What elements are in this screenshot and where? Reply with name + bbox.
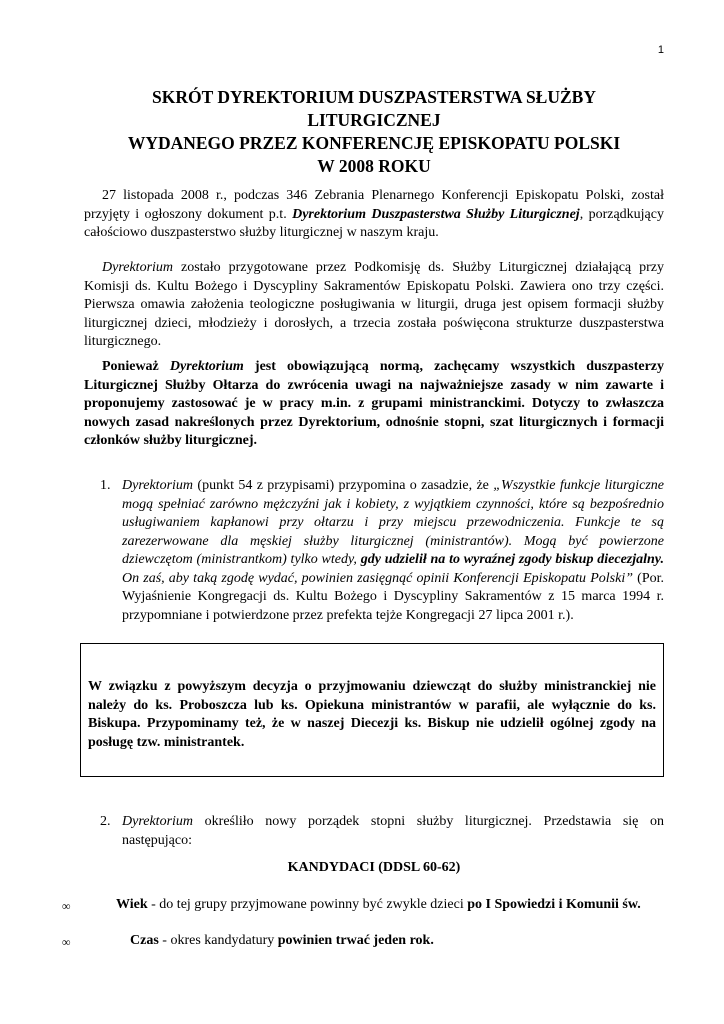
dyrektorium-term: Dyrektorium [169, 359, 244, 374]
dyrektorium-term: Dyrektorium [102, 260, 174, 275]
quotation: „Wszystkie funkcje liturgiczne mogą spełniać zarówno mężczyźni jak i kobiety, z wyjątkiem czynności, które są bezpośrednio usługiwaniem kapłanowi przy ołtarzu i przy miejscu przewodniczenia. Funkcje te są zarezerwowane dla męskiej służby liturgicznej (ministrantów). Mogą być powierzone dziewczętom (ministrantkom) tylko wtedy, [122, 478, 664, 567]
infinity-bullet-icon: ∞ [62, 935, 71, 949]
dyrektorium-term: Dyrektorium [122, 814, 194, 829]
title-line-3: WYDANEGO PRZEZ KONFERENCJĘ EPISKOPATU POLSKI [127, 133, 621, 153]
title-line-4: W 2008 ROKU [317, 156, 431, 176]
decision-box [80, 643, 664, 777]
bullet-label: Czas [130, 933, 159, 948]
paragraph-intro [84, 187, 664, 243]
dyrektorium-term: Dyrektorium [122, 478, 194, 493]
quotation-emphasis: gdy udzielił na to wyraźnej zgody biskup diecezjalny. [360, 552, 664, 567]
title-line-1: SKRÓT DYREKTORIUM DUSZPASTERSTWA SŁUŻBY [152, 87, 596, 107]
document-title [84, 86, 664, 178]
title-line-2: LITURGICZNEJ [307, 110, 441, 130]
section-heading: KANDYDACI (DDSL 60-62) [287, 860, 461, 875]
list-number: 2. [100, 814, 111, 829]
intro-text-end: , porządkujący całościowo duszpasterstwo służby liturgicznej w naszym kraju. [84, 206, 664, 240]
bullet-item-age [86, 896, 666, 915]
bullet-text: - do tej grupy przyjmowane powinny być zwykle dzieci [147, 897, 468, 912]
bullet-text: - okres kandydatury [158, 933, 278, 948]
structure-text: zostało przygotowane przez Podkomisję ds. Służby Liturgicznej działającą przy Komisji ds. Kultu Bożego i Dyscypliny Sakramentów Episkopatu Polski. Zawiera ono trzy części. Pierwsza omawia założenia teologiczne posługiwania w liturgii, druga jest opisem formacji służby liturgicznej dzieci, młodzieży i dorosłych, a trzecia została poświęcona strukturze duszpasterstwa liturgicznego. [84, 260, 664, 349]
page-number: 1 [657, 44, 664, 56]
list-item-2 [100, 813, 664, 850]
reference: (Por. Wyjaśnienie Kongregacji ds. Kultu Bożego i Dyscypliny Sakramentów z 15 marca 1994 r. przypomniane i potwierdzone przez prefekta tejże Kongregacji 27 lipca 2001 r.). [122, 570, 664, 623]
list-item-body [122, 813, 664, 850]
list-item-1 [100, 477, 664, 625]
list-number: 1. [100, 478, 111, 493]
paragraph-structure [84, 259, 664, 352]
list-item-body [122, 477, 664, 625]
item-text: (punkt 54 z przypisami) przypomina o zasadzie, że [193, 478, 494, 493]
bullet-emphasis: powinien trwać jeden rok. [277, 933, 434, 948]
paragraph-appeal [84, 358, 664, 451]
document-name: Dyrektorium Duszpasterstwa Służby Liturgicznej [292, 206, 580, 222]
bullet-item-time [86, 932, 666, 951]
intro-text: 27 listopada 2008 r., podczas 346 Zebrania Plenarnego Konferencji Episkopatu Polski, został przyjęty i ogłoszony dokument p.t. [84, 188, 664, 222]
bullet-label: Wiek [116, 897, 148, 912]
appeal-text: jest obowiązującą normą, zachęcamy wszystkich duszpasterzy Liturgicznej Służby Ołtarza do zwrócenia uwagi na najważniejsze zasady w nim zawarte i proponujemy zastosować je w pracy m.in. z grupami ministranckimi. Dotyczy to zwłaszcza nowych zasad nakreślonych przez Dyrektorium, odnośnie stopni, szat liturgicznych i formacji członków służby liturgicznej. [84, 359, 665, 448]
quotation-end: On zaś, aby taką zgodę wydać, powinien zasięgnąć opinii Konferencji Episkopatu Polski” [122, 570, 633, 586]
bullet-emphasis: po I Spowiedzi i Komunii św. [467, 897, 641, 912]
infinity-bullet-icon: ∞ [62, 899, 71, 913]
decision-text: W związku z powyższym decyzja o przyjmowaniu dziewcząt do służby ministranckiej nie należy do ks. Proboszcza lub ks. Opiekuna ministrantów w parafii, ale wyłącznie do ks. Biskupa. Przypominamy też, że w naszej Diecezji ks. Biskup nie udzielił ogólnej zgody na posługę tzw. ministrantek. [88, 679, 656, 750]
appeal-start: Ponieważ [102, 359, 170, 374]
item-text: określiło nowy porządek stopni służby liturgicznej. Przedstawia się on następująco: [122, 814, 664, 848]
